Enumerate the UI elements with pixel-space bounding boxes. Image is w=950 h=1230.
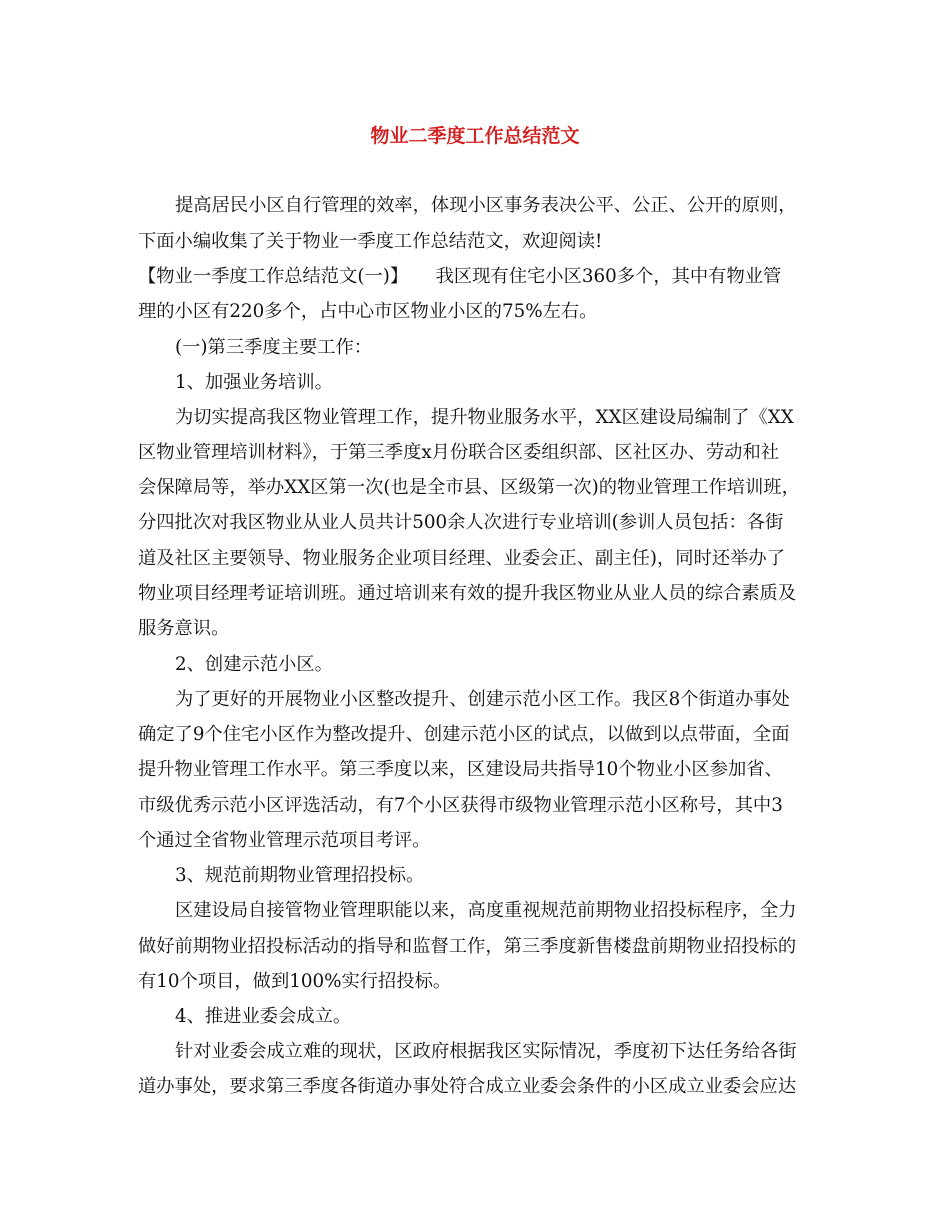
- paragraph-line: 有10个项目，做到100%实行招投标。: [138, 971, 452, 992]
- paragraph-line: 物业项目经理考证培训班。通过培训来有效的提升我区物业从业人员的综合素质及: [138, 583, 797, 604]
- paragraph-line: 区物业管理培训材料》，于第三季度x月份联合区委组织部、区社区办、劳动和社: [138, 442, 780, 463]
- paragraph-line: 市级优秀示范小区评选活动，有7个小区获得市级物业管理示范小区称号，其中3: [138, 795, 783, 816]
- paragraph-line: 区建设局自接管物业管理职能以来，高度重视规范前期物业招投标程序，全力: [175, 900, 797, 921]
- paragraph-line: 理的小区有220多个，占中心市区物业小区的75%左右。: [138, 301, 598, 322]
- paragraph-line: 服务意识。: [138, 618, 230, 639]
- paragraph-line: 【物业一季度工作总结范文(一)】 我区现有住宅小区360多个，其中有物业管: [138, 266, 782, 287]
- paragraph-line: 针对业委会成立难的现状，区政府根据我区实际情况，季度初下达任务给各街: [175, 1041, 797, 1062]
- paragraph-line: 为切实提高我区物业管理工作，提升物业服务水平，XX区建设局编制了《XX: [175, 407, 794, 428]
- paragraph-line: 会保障局等，举办XX区第一次(也是全市县、区级第一次)的物业管理工作培训班，: [138, 477, 800, 498]
- paragraph-line: 道办事处，要求第三季度各街道办事处符合成立业委会条件的小区成立业委会应达: [138, 1076, 797, 1097]
- paragraph-line: 提高居民小区自行管理的效率，体现小区事务表决公平、公正、公开的原则，: [175, 195, 797, 216]
- subsection-heading: 2、创建示范小区。: [175, 654, 333, 675]
- subsection-heading: 1、加强业务培训。: [175, 372, 333, 393]
- paragraph-line: 提升物业管理工作水平。第三季度以来，区建设局共指导10个物业小区参加省、: [138, 759, 783, 780]
- paragraph-line: 为了更好的开展物业小区整改提升、创建示范小区工作。我区8个街道办事处: [175, 689, 790, 710]
- paragraph-line: 个通过全省物业管理示范项目考评。: [138, 830, 431, 851]
- section-heading: (一)第三季度主要工作：: [175, 337, 373, 358]
- paragraph-line: 下面小编收集了关于物业一季度工作总结范文，欢迎阅读!: [138, 231, 603, 252]
- paragraph-line: 分四批次对我区物业从业人员共计500余人次进行专业培训(参训人员包括：各街: [138, 512, 784, 533]
- subsection-heading: 4、推进业委会成立。: [175, 1006, 352, 1027]
- paragraph-line: 做好前期物业招投标活动的指导和监督工作，第三季度新售楼盘前期物业招投标的: [138, 936, 797, 957]
- paragraph-line: 道及社区主要领导、物业服务企业项目经理、业委会正、副主任)，同时还举办了: [138, 548, 785, 569]
- document-title: 物业二季度工作总结范文: [370, 125, 580, 147]
- subsection-heading: 3、规范前期物业管理招投标。: [175, 865, 425, 886]
- paragraph-line: 确定了9个住宅小区作为整改提升、创建示范小区的试点，以做到以点带面，全面: [138, 724, 790, 745]
